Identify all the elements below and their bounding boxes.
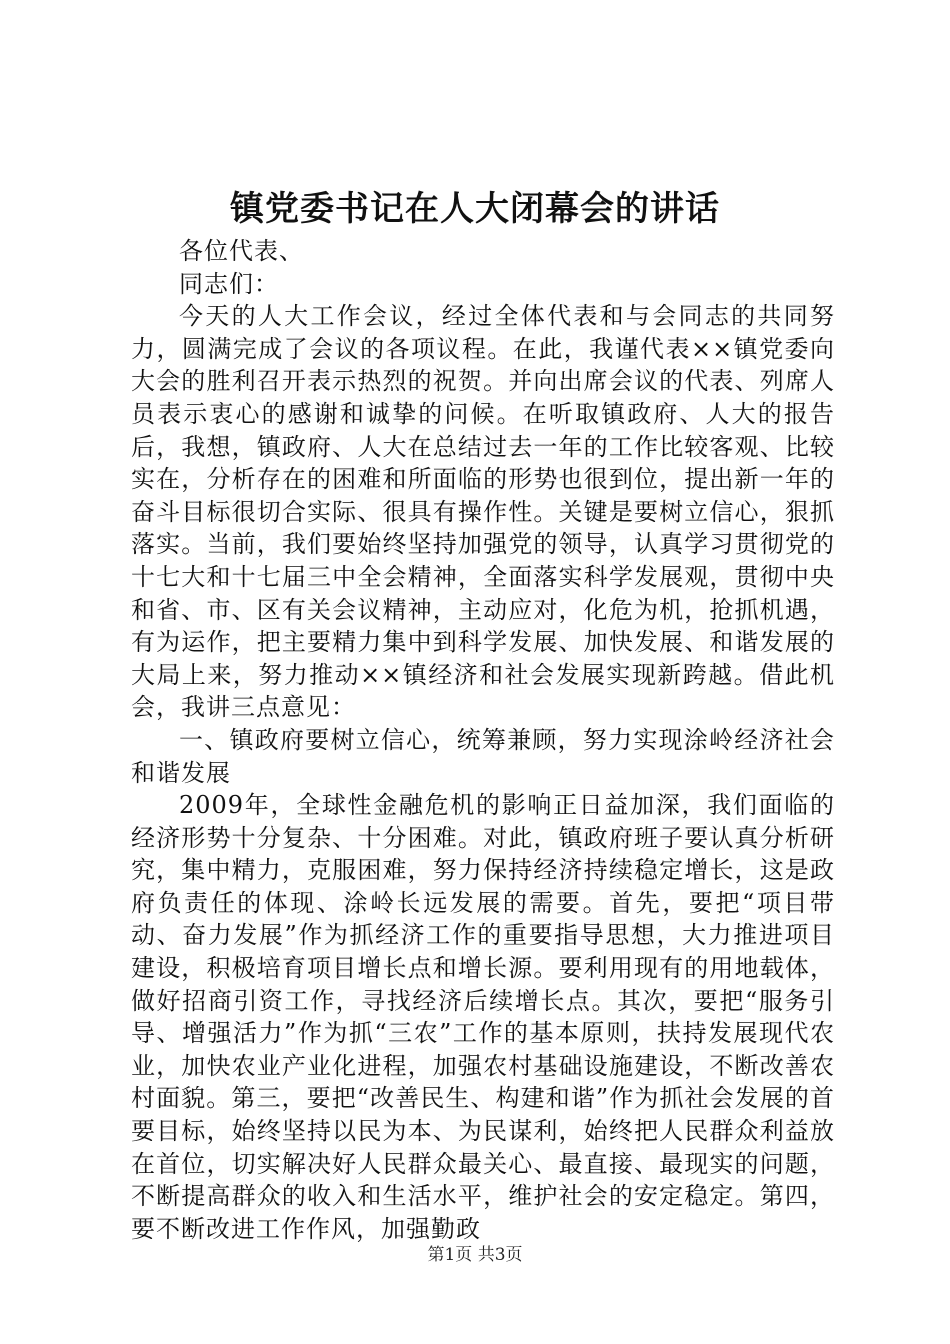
document-body [131,235,835,1245]
document-title: 镇党委书记在人大闭幕会的讲话 [230,189,720,229]
section-heading-1: 一、镇政府要树立信心，统筹兼顾，努力实现涂岭经济社会和谐发展 [131,725,835,787]
opening-paragraph: 今天的人大工作会议，经过全体代表和与会同志的共同努力，圆满完成了会议的各项议程。在此，我谨代表××镇党委向大会的胜利召开表示热烈的祝贺。并向出席会议的代表、列席人员表示衷心的感谢和诚挚的问候。在听取镇政府、人大的报告后，我想，镇政府、人大在总结过去一年的工作比较客观、比较实在，分析存在的困难和所面临的形势也很到位，提出新一年的奋斗目标很切合实际、很具有操作性。关键是要树立信心，狠抓落实。当前，我们要始终坚持加强党的领导，认真学习贯彻党的十七大和十七届三中全会精神，全面落实科学发展观，贯彻中央和省、市、区有关会议精神，主动应对，化危为机，抢抓机遇，有为运作，把主要精力集中到科学发展、加快发展、和谐发展的大局上来，努力推动××镇经济和社会发展实现新跨越。借此机会，我讲三点意见： [131,302,835,722]
page-number-footer: 第1页 共3页 [427,1245,523,1265]
section-1-paragraph: 2009年，全球性金融危机的影响正日益加深，我们面临的经济形势十分复杂、十分困难。对此，镇政府班子要认真分析研究，集中精力，克服困难，努力保持经济持续稳定增长，这是政府负责任的体现、涂岭长远发展的需要。首先，要把“项目带动、奋力发展”作为抓经济工作的重要指导思想，大力推进项目建设，积极培育项目增长点和增长源。要利用现有的用地载体，做好招商引资工作，寻找经济后续增长点。其次，要把“服务引导、增强活力”作为抓“三农”工作的基本原则，扶持发展现代农业，加快农业产业化进程，加强农村基础设施建设，不断改善农村面貌。第三，要把“改善民生、构建和谐”作为抓社会发展的首要目标，始终坚持以民为本、为民谋利，始终把人民群众利益放在首位，切实解决好人民群众最关心、最直接、最现实的问题，不断提高群众的收入和生活水平，维护社会的安定稳定。第四，要不断改进工作作风，加强勤政 [131,791,835,1243]
salutation-line-2: 同志们： [179,269,279,298]
salutation-line-1: 各位代表、 [179,237,304,265]
